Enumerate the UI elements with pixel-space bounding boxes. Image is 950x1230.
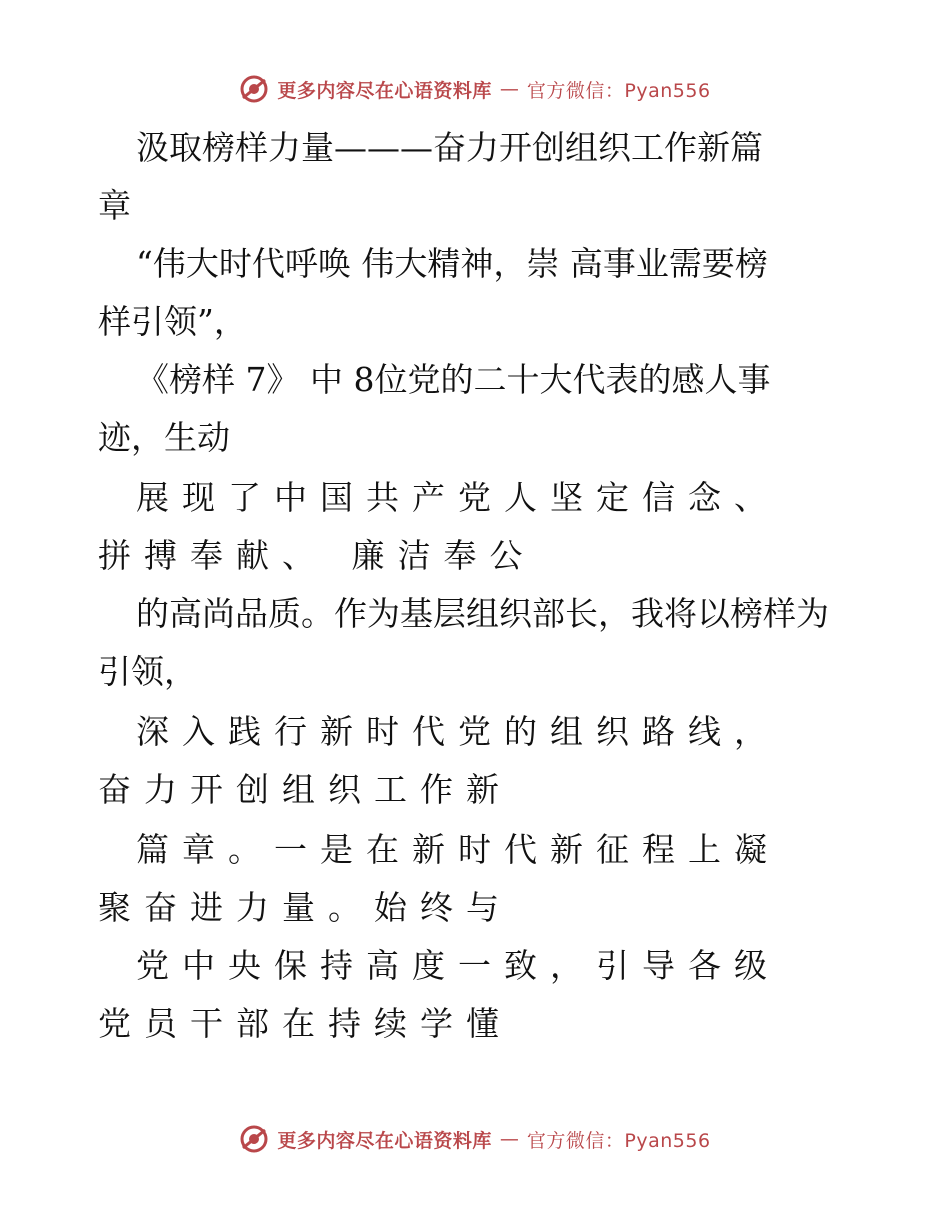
text-line: 汲取榜样力量———奋力开创组织工作新篇 bbox=[136, 128, 763, 167]
watermark-main-text: 更多内容尽在心语资料库 bbox=[277, 79, 492, 102]
seal-logo-icon bbox=[239, 1124, 269, 1154]
watermark-wechat-text: 官方微信：Pyan556 bbox=[526, 1129, 711, 1152]
text-line: 章 bbox=[98, 186, 131, 225]
text-line: 拼搏奉献、 廉洁奉公 bbox=[98, 536, 536, 575]
text-line: 党员干部在持续学懂 bbox=[98, 1004, 512, 1043]
text-line: 样引领”， bbox=[98, 302, 247, 341]
text-line: 奋力开创组织工作新 bbox=[98, 770, 512, 809]
text-line: 《榜样 7》 中 8位党的二十大代表的感人事 bbox=[136, 360, 771, 399]
text-line: 篇章。一是在新时代新征程上凝 bbox=[136, 830, 780, 869]
footer-watermark bbox=[0, 1124, 950, 1154]
text-line: 聚奋进力量。始终与 bbox=[98, 888, 512, 927]
text-line: 党中央保持高度一致，引导各级 bbox=[136, 946, 780, 985]
text-line: “伟大时代呼唤 伟大精神，崇 高事业需要榜 bbox=[136, 244, 768, 283]
header-watermark bbox=[0, 74, 950, 104]
watermark-dash: — bbox=[499, 1128, 519, 1150]
text-line: 展现了中国共产党人坚定信念、 bbox=[136, 478, 780, 517]
watermark-main-text: 更多内容尽在心语资料库 bbox=[277, 1129, 492, 1152]
text-line: 引领， bbox=[98, 652, 197, 691]
watermark-wechat-text: 官方微信：Pyan556 bbox=[526, 79, 711, 102]
text-line: 深入践行新时代党的组织路线， bbox=[136, 712, 780, 751]
watermark-dash: — bbox=[499, 78, 519, 100]
text-line: 迹，生动 bbox=[98, 418, 230, 457]
seal-logo-icon bbox=[239, 74, 269, 104]
text-line: 的高尚品质。作为基层组织部长，我将以榜样为 bbox=[136, 594, 829, 633]
